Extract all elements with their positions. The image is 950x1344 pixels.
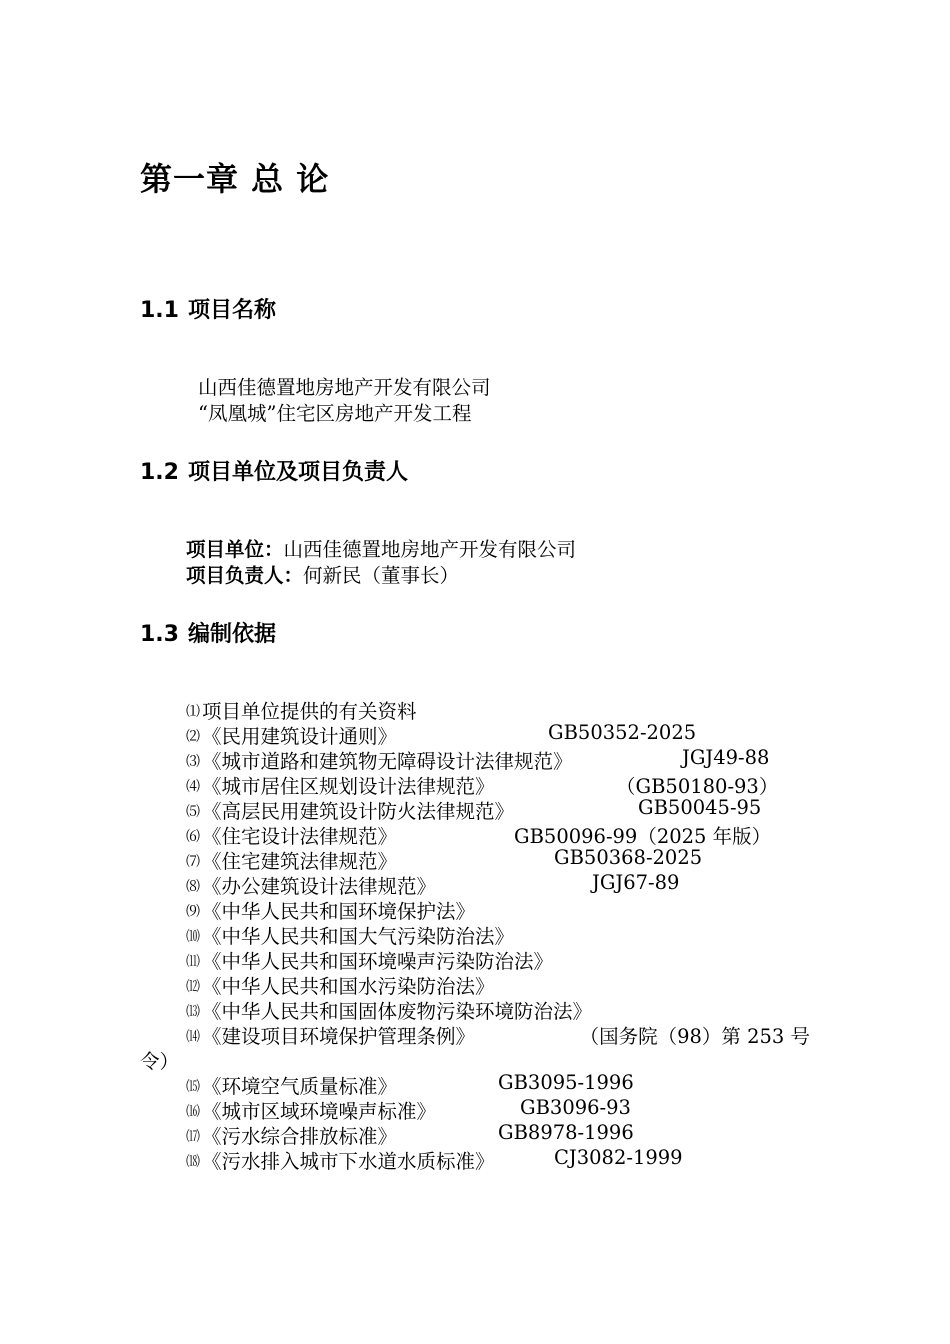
item-marker: ⑼ bbox=[186, 904, 200, 920]
item-text: 《建设项目环境保护管理条例》 bbox=[202, 1025, 476, 1048]
project-owner-label: 项目负责人： bbox=[186, 564, 304, 587]
item-code: （GB50180-93） bbox=[616, 775, 779, 798]
basis-item-9 bbox=[186, 896, 475, 924]
item-code: GB50352-2025 bbox=[548, 721, 697, 744]
item-marker: ⑻ bbox=[186, 879, 200, 895]
item-marker: ⑸ bbox=[186, 804, 200, 820]
item-text: 《城市道路和建筑物无障碍设计法律规范》 bbox=[202, 750, 573, 773]
item-code: JGJ67-89 bbox=[592, 871, 680, 894]
item-code: GB3096-93 bbox=[520, 1096, 631, 1119]
item-text: 令） bbox=[140, 1050, 180, 1073]
basis-item-18 bbox=[186, 1146, 786, 1174]
item-text: 项目单位提供的有关资料 bbox=[202, 700, 417, 723]
project-name-line-1: 山西佳德置地房地产开发有限公司 bbox=[198, 376, 491, 399]
section-number: 1.3 bbox=[140, 622, 179, 647]
item-marker: ⑹ bbox=[186, 829, 200, 845]
item-text: 《高层民用建筑设计防火法律规范》 bbox=[202, 800, 515, 823]
basis-item-16 bbox=[186, 1096, 786, 1124]
chapter-title: 第一章 总 论 bbox=[140, 160, 330, 198]
basis-item-17 bbox=[186, 1121, 786, 1149]
basis-item-5 bbox=[186, 796, 786, 824]
item-text: 《住宅设计法律规范》 bbox=[202, 825, 398, 848]
item-text: 《中华人民共和国环境保护法》 bbox=[202, 900, 476, 923]
basis-item-3 bbox=[186, 746, 786, 774]
project-unit-value: 山西佳德置地房地产开发有限公司 bbox=[283, 538, 577, 561]
item-code: GB50368-2025 bbox=[554, 846, 703, 869]
basis-item-11 bbox=[186, 946, 553, 974]
basis-item-1 bbox=[186, 696, 417, 724]
item-text: 《污水排入城市下水道水质标准》 bbox=[202, 1150, 495, 1173]
item-marker: ⑾ bbox=[186, 954, 200, 970]
item-code: GB50096-99（2025 年版） bbox=[514, 825, 772, 848]
basis-item-2 bbox=[186, 721, 786, 749]
basis-item-13 bbox=[186, 996, 592, 1024]
item-text: 《污水综合排放标准》 bbox=[202, 1125, 398, 1148]
item-code: GB3095-1996 bbox=[498, 1071, 634, 1094]
item-text: 《中华人民共和国大气污染防治法》 bbox=[202, 925, 515, 948]
section-heading-1-2 bbox=[140, 455, 408, 486]
item-code: JGJ49-88 bbox=[682, 746, 770, 769]
project-name-line-2: “凤凰城”住宅区房地产开发工程 bbox=[198, 402, 472, 425]
item-marker: ⑷ bbox=[186, 779, 200, 795]
project-unit-label: 项目单位： bbox=[186, 538, 284, 561]
item-marker: ⒂ bbox=[186, 1079, 200, 1095]
project-owner-value: 何新民（董事长） bbox=[303, 564, 460, 587]
item-marker: ⒄ bbox=[186, 1129, 200, 1145]
item-text: 《中华人民共和国水污染防治法》 bbox=[202, 975, 495, 998]
project-unit-row bbox=[186, 534, 576, 562]
basis-item-8 bbox=[186, 871, 786, 899]
item-marker: ⒁ bbox=[186, 1029, 200, 1045]
basis-item-6 bbox=[186, 821, 786, 849]
section-number: 1.2 bbox=[140, 460, 179, 485]
basis-item-14-continuation bbox=[140, 1046, 179, 1074]
item-marker: ⒃ bbox=[186, 1104, 200, 1120]
basis-item-15 bbox=[186, 1071, 786, 1099]
basis-item-10 bbox=[186, 921, 514, 949]
item-text: 《环境空气质量标准》 bbox=[202, 1075, 398, 1098]
item-code: GB8978-1996 bbox=[498, 1121, 634, 1144]
section-heading-1-1 bbox=[140, 293, 276, 324]
section-title: 项目单位及项目负责人 bbox=[188, 460, 409, 485]
basis-item-4 bbox=[186, 771, 786, 799]
item-text: 《城市区域环境噪声标准》 bbox=[202, 1100, 437, 1123]
basis-item-14 bbox=[186, 1021, 810, 1049]
item-text: 《中华人民共和国环境噪声污染防治法》 bbox=[202, 950, 554, 973]
item-text: 《民用建筑设计通则》 bbox=[202, 725, 398, 748]
item-marker: ⑶ bbox=[186, 754, 200, 770]
item-code: CJ3082-1999 bbox=[554, 1146, 683, 1169]
item-marker: ⑵ bbox=[186, 729, 200, 745]
basis-item-7 bbox=[186, 846, 786, 874]
item-marker: ⒀ bbox=[186, 1004, 200, 1020]
item-marker: ⑴ bbox=[186, 704, 200, 720]
section-title: 编制依据 bbox=[188, 622, 277, 647]
item-marker: ⒅ bbox=[186, 1154, 200, 1170]
item-code: （国务院（98）第 253 号 bbox=[579, 1025, 810, 1048]
section-number: 1.1 bbox=[140, 298, 179, 323]
item-text: 《住宅建筑法律规范》 bbox=[202, 850, 398, 873]
section-title: 项目名称 bbox=[188, 298, 277, 323]
item-text: 《中华人民共和国固体废物污染环境防治法》 bbox=[202, 1000, 593, 1023]
project-owner-row bbox=[186, 560, 459, 588]
section-heading-1-3 bbox=[140, 617, 276, 648]
item-text: 《办公建筑设计法律规范》 bbox=[202, 875, 437, 898]
item-code: GB50045-95 bbox=[638, 796, 762, 819]
item-marker: ⑺ bbox=[186, 854, 200, 870]
item-marker: ⑽ bbox=[186, 929, 200, 945]
basis-item-12 bbox=[186, 971, 495, 999]
item-marker: ⑿ bbox=[186, 979, 200, 995]
item-text: 《城市居住区规划设计法律规范》 bbox=[202, 775, 495, 798]
